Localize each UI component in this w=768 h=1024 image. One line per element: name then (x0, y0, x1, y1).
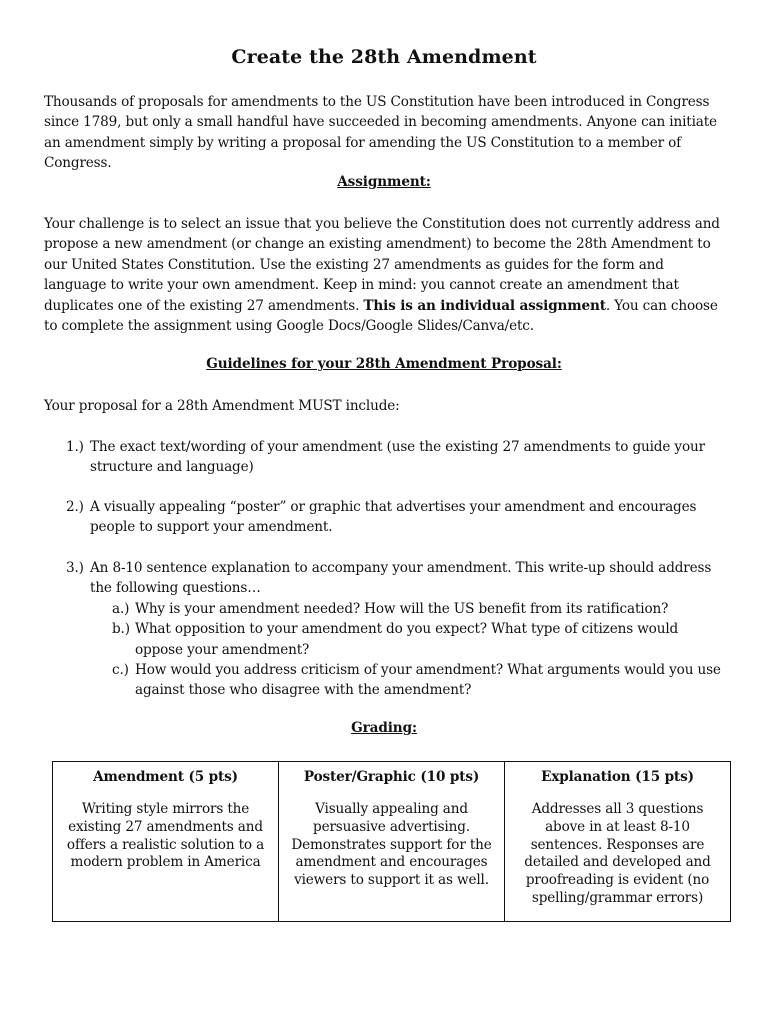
list-item-number: 1.) (66, 439, 84, 455)
sub-item-a (66, 599, 726, 619)
list-item-1 (66, 437, 726, 478)
assignment-bold-text: This is an individual assignment (363, 297, 606, 314)
grading-table (52, 761, 731, 922)
list-item-2 (66, 497, 726, 538)
assignment-text: Your challenge is to select an issue that you believe the Constitution does not currently address and propose a new amendment (or change an existing amendment) to become the 28th Amendment to our United States Constitution. Use the existing 27 amendments as guides for the form and language to write your own amendment. Keep in mind: you cannot create an amendment that duplicates one of the existing 27 amendments. (44, 216, 720, 314)
grading-header-explanation: Explanation (15 pts) (505, 762, 731, 800)
sub-item-text: What opposition to your amendment do you expect? What type of citizens would oppose your amendment? (135, 621, 679, 658)
grading-header-row (53, 762, 731, 800)
grading-header-amendment: Amendment (5 pts) (53, 762, 279, 800)
grading-header-poster: Poster/Graphic (10 pts) (279, 762, 505, 800)
list-item-number: 3.) (66, 560, 84, 576)
assignment-heading: Assignment: (337, 174, 431, 190)
sub-item-c (66, 660, 726, 701)
page-title: Create the 28th Amendment (231, 46, 537, 68)
grading-criteria-amendment: Writing style mirrors the existing 27 amendments and offers a realistic solution to a modern problem in America (53, 799, 279, 922)
assignment-paragraph (44, 214, 728, 336)
sub-item-number: b.) (112, 621, 130, 638)
intro-paragraph: Thousands of proposals for amendments to the US Constitution have been introduced in Congress since 1789, but only a small handful have succeeded in becoming amendments. Anyone can initiate an amendment simply by writing a proposal for amending the US Constitution to a member of Congress. (44, 94, 717, 172)
sub-item-text: How would you address criticism of your amendment? What arguments would you use against those who disagree with the amendment? (135, 662, 721, 699)
grading-criteria-poster: Visually appealing and persuasive advertising. Demonstrates support for the amendment and encourages viewers to support it as well. (279, 799, 505, 922)
list-item-text: An 8-10 sentence explanation to accompany your amendment. This write-up should address the following questions… (90, 560, 712, 597)
sub-item-text: Why is your amendment needed? How will the US benefit from its ratification? (135, 600, 669, 617)
list-item-number: 2.) (66, 499, 84, 515)
grading-criteria-explanation: Addresses all 3 questions above in at least 8-10 sentences. Responses are detailed and developed and proofreading is evident (no spelling/grammar errors) (505, 799, 731, 922)
sub-item-b (66, 619, 726, 660)
grading-criteria-row (53, 799, 731, 922)
list-item-text: A visually appealing “poster” or graphic that advertises your amendment and encourages people to support your amendment. (90, 499, 697, 536)
sub-item-number: a.) (112, 600, 130, 617)
guidelines-intro: Your proposal for a 28th Amendment MUST include: (44, 398, 400, 414)
list-item-text: The exact text/wording of your amendment (use the existing 27 amendments to guide your structure and language) (90, 439, 705, 476)
list-item-3 (66, 558, 726, 701)
guidelines-heading: Guidelines for your 28th Amendment Proposal: (206, 356, 562, 372)
sub-item-number: c.) (112, 662, 129, 679)
assignment-text-end: . You can choose to complete the assignment using Google Docs/Google Slides/Canva/etc. (44, 297, 718, 335)
grading-heading: Grading: (351, 720, 417, 736)
